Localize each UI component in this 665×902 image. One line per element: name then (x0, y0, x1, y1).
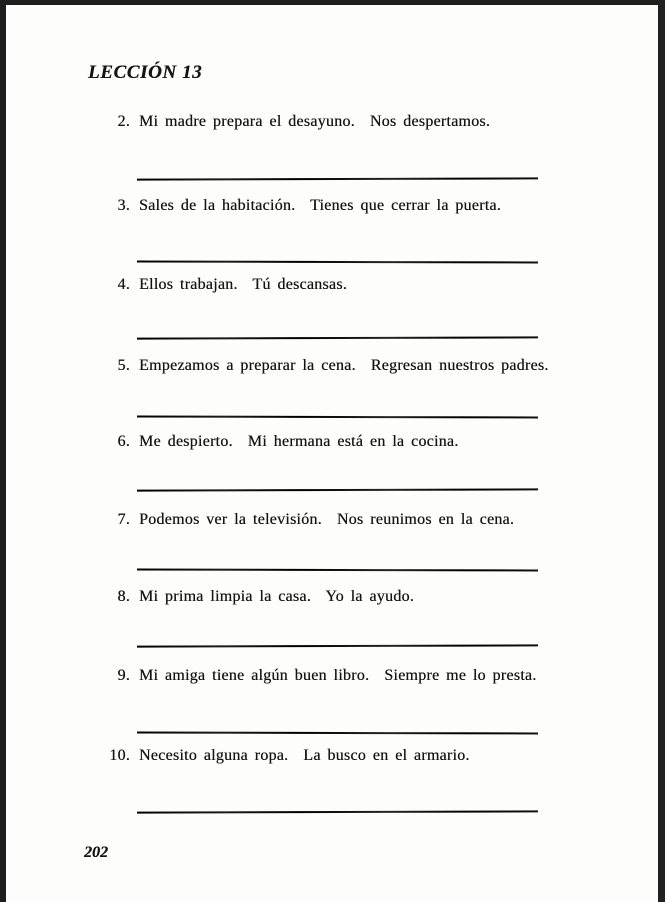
exercise-number: 2. (117, 113, 130, 130)
exercise-number: 9. (117, 667, 130, 684)
exercise-item (95, 587, 414, 606)
exercise-number: 10. (109, 747, 130, 764)
answer-blank-line (137, 810, 538, 813)
exercise-sentences: Necesito alguna ropa. La busco en el armario. (139, 747, 470, 764)
exercise-item (95, 666, 537, 685)
answer-blank-line (137, 644, 538, 647)
exercise-item (95, 275, 347, 294)
exercise-sentences: Me despierto. Mi hermana está en la cocina. (139, 433, 459, 450)
exercise-number: 3. (117, 197, 130, 214)
exercise-sentences: Mi prima limpia la casa. Yo la ayudo. (139, 588, 414, 605)
exercise-number: 5. (117, 357, 130, 374)
answer-blank-line (137, 732, 538, 735)
scan-edge-top (0, 0, 665, 5)
scan-edge-left (0, 0, 6, 902)
exercise-number: 6. (117, 433, 130, 450)
exercise-sentences: Ellos trabajan. Tú descansas. (139, 276, 347, 293)
answer-blank-line (137, 261, 538, 264)
exercise-sentences: Mi madre prepara el desayuno. Nos despertamos. (139, 113, 491, 130)
exercise-sentences: Mi amiga tiene algún buen libro. Siempre me lo presta. (139, 667, 537, 684)
exercise-item (95, 432, 459, 451)
exercise-item (95, 746, 470, 765)
exercise-item (95, 112, 490, 131)
answer-blank-line (137, 488, 538, 491)
exercise-item (95, 196, 501, 215)
lesson-title: LECCIÓN 13 (88, 62, 203, 83)
answer-blank-line (137, 416, 538, 419)
exercise-sentences: Podemos ver la televisión. Nos reunimos en la cena. (139, 511, 515, 528)
answer-blank-line (137, 177, 538, 180)
exercise-number: 8. (117, 588, 130, 605)
answer-blank-line (137, 336, 538, 339)
exercise-number: 7. (117, 511, 130, 528)
scan-edge-right (658, 0, 665, 902)
exercise-number: 4. (117, 276, 130, 293)
page-number: 202 (84, 844, 108, 861)
answer-blank-line (137, 569, 538, 572)
exercise-item (95, 356, 549, 375)
exercise-item (95, 510, 514, 529)
exercise-sentences: Empezamos a preparar la cena. Regresan nuestros padres. (139, 357, 549, 374)
exercise-sentences: Sales de la habitación. Tienes que cerrar la puerta. (139, 197, 502, 214)
